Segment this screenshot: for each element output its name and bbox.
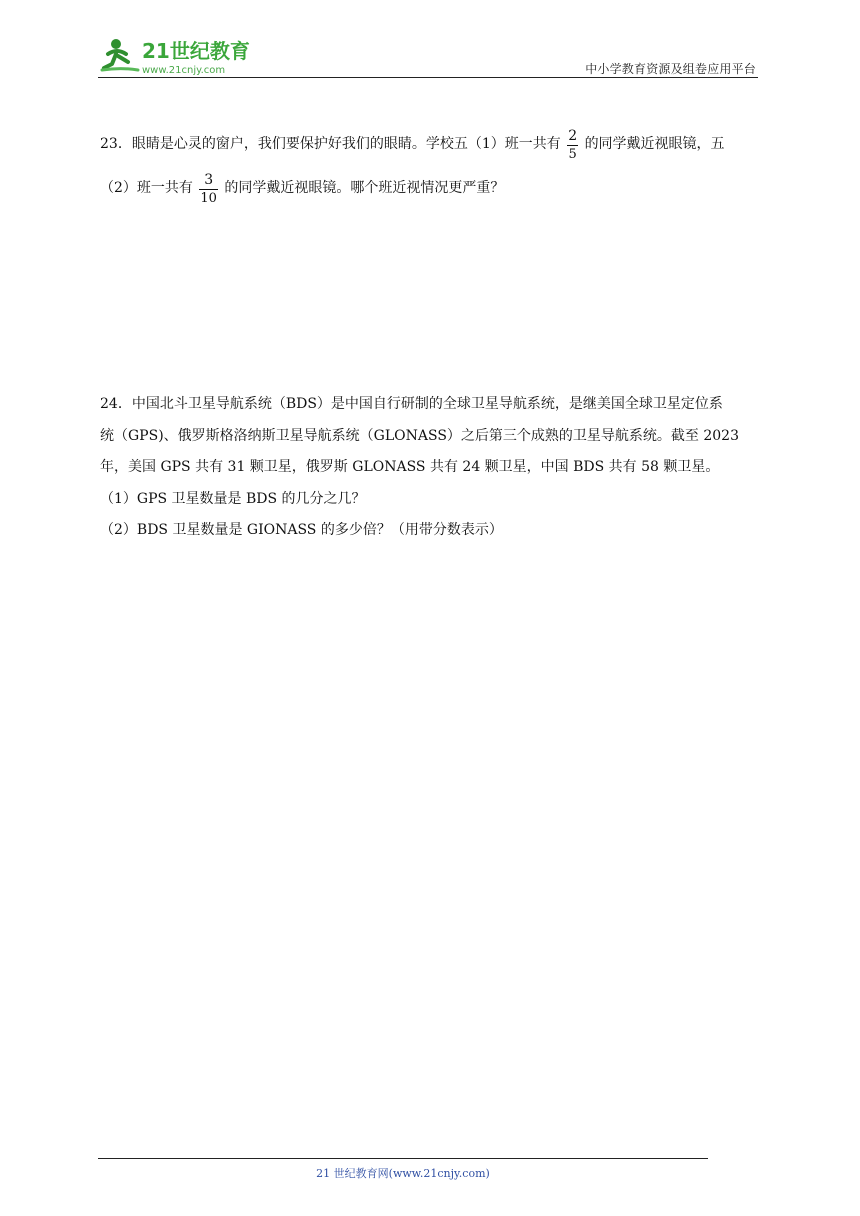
problem-24-line-2: 统（GPS)、俄罗斯格洛纳斯卫星导航系统（GLONASS）之后第三个成熟的卫星导航系统。截至 2023 — [100, 427, 739, 444]
problem-23-line-1 — [100, 128, 760, 160]
problem-23-line-1-suffix: 的同学戴近视眼镜，五 — [584, 136, 725, 152]
site-logo — [98, 34, 268, 78]
footer-text: 21 世纪教育网(www.21cnjy.com) — [316, 1167, 490, 1180]
problem-24-line-3: 年，美国 GPS 共有 31 颗卫星，俄罗斯 GLONASS 共有 24 颗卫星，中国 BDS 共有 58 颗卫星。 — [100, 459, 720, 475]
header-right-text: 中小学教育资源及组卷应用平台 — [585, 62, 756, 76]
problem-23-line-2 — [100, 172, 760, 204]
fraction-numerator: 3 — [204, 172, 214, 188]
fraction-2-5 — [567, 129, 578, 161]
fraction-denominator: 10 — [200, 191, 217, 206]
page-header — [98, 34, 758, 78]
problem-24-subquestion-1: （1）GPS 卫星数量是 BDS 的几分之几？ — [100, 490, 366, 507]
fraction-3-10 — [199, 173, 218, 205]
fraction-numerator: 2 — [568, 128, 578, 144]
page-footer — [98, 1158, 708, 1181]
fraction-denominator: 5 — [568, 147, 577, 162]
fraction-bar — [199, 189, 218, 190]
problem-23 — [100, 128, 760, 204]
problem-23-line-2-suffix: 的同学戴近视眼镜。哪个班近视情况更严重？ — [224, 180, 505, 196]
problem-24-subquestion-2: （2）BDS 卫星数量是 GIONASS 的多少倍？（用带分数表示） — [100, 522, 503, 538]
problem-24 — [100, 396, 760, 540]
problem-24-line-1: 24．中国北斗卫星导航系统（BDS）是中国自行研制的全球卫星导航系统，是继美国全球卫星定位系 — [100, 396, 723, 412]
runner-icon — [102, 39, 138, 70]
problem-23-line-1-prefix: 23．眼睛是心灵的窗户，我们要保护好我们的眼睛。学校五（1）班一共有 — [100, 136, 561, 152]
problem-23-line-2-prefix: （2）班一共有 — [100, 180, 193, 196]
logo-url: www.21cnjy.com — [142, 65, 226, 76]
header-divider — [98, 77, 758, 78]
footer-divider — [98, 1158, 708, 1159]
logo-text: 21世纪教育 — [142, 39, 250, 63]
fraction-bar — [567, 145, 578, 146]
